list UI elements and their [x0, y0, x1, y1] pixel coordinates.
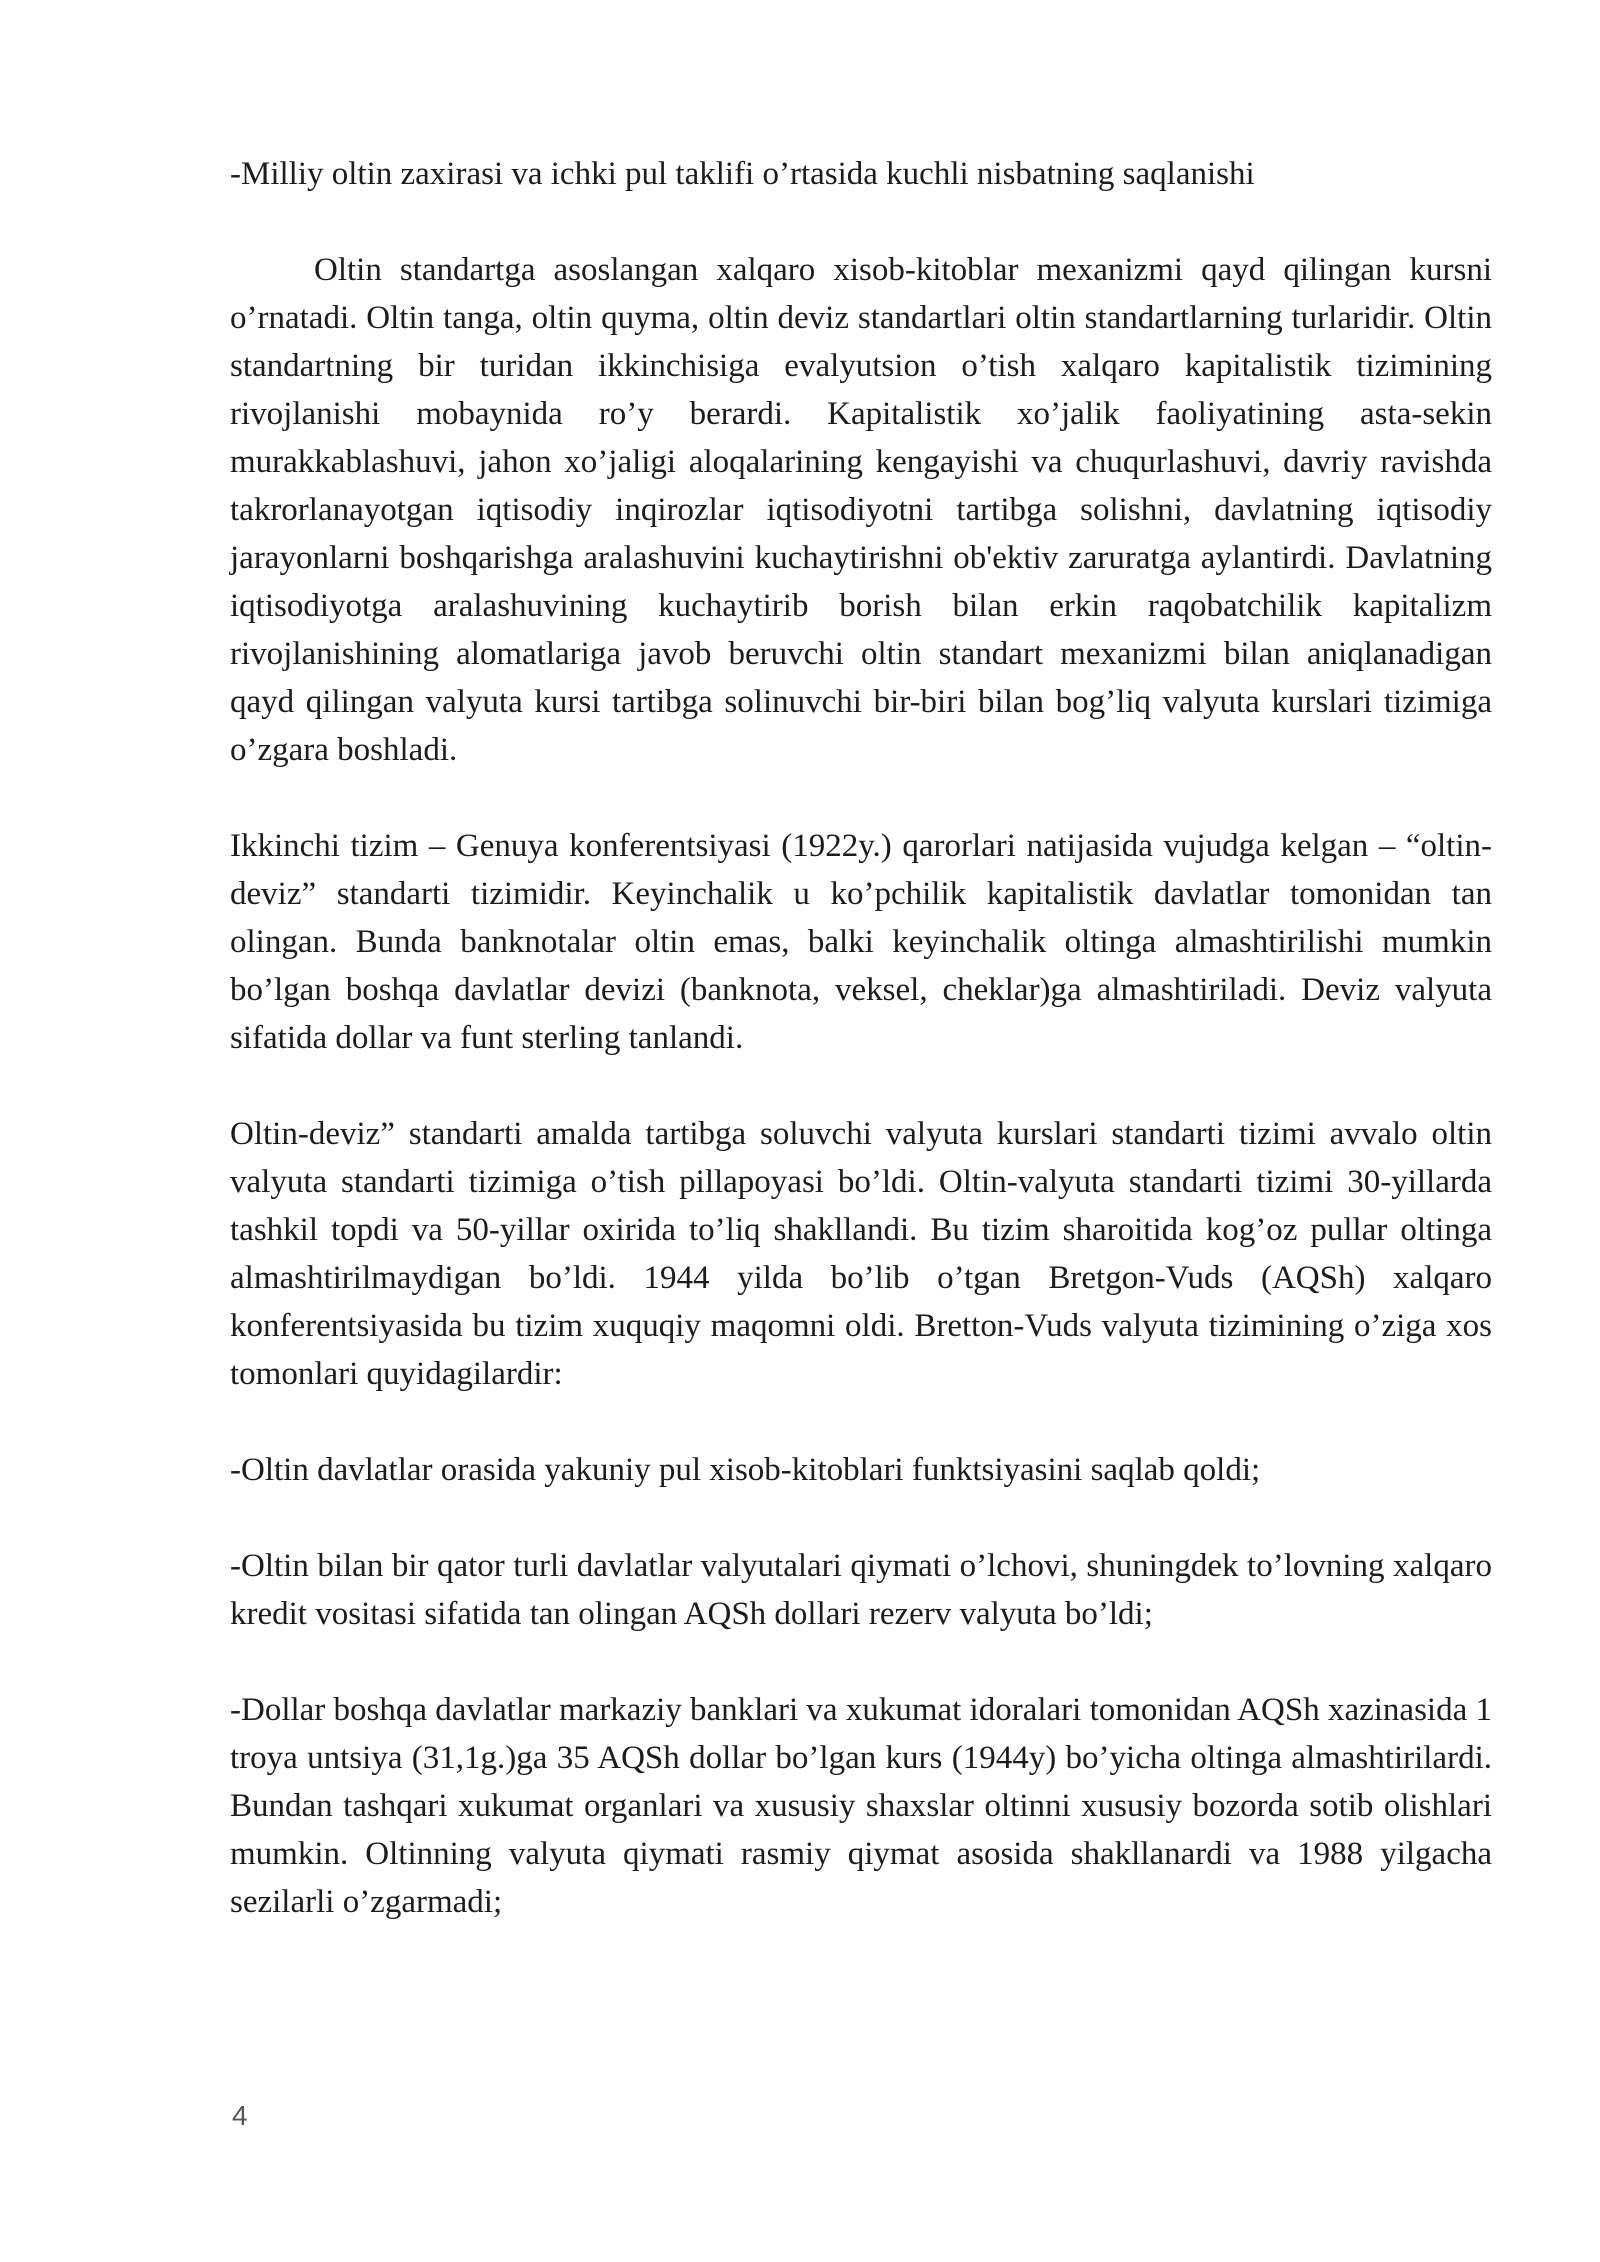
document-page	[230, 150, 1492, 1926]
paragraph-gold-standard-mechanism: Oltin standartga asoslangan xalqaro xisob-kitoblar mexanizmi qayd qilingan kursni o’rnatadi. Oltin tanga, oltin quyma, oltin deviz standartlari oltin standartlarning turlaridir. Oltin standartning bir turidan ikkinchisiga evalyutsion o’tish xalqaro kapitalistik tizimining rivojlanishi mobaynida ro’y berardi. Kapitalistik xo’jalik faoliyatining asta-sekin murakkablashuvi, jahon xo’jaligi aloqalarining kengayishi va chuqurlashuvi, davriy ravishda takrorlanayotgan iqtisodiy inqirozlar iqtisodiyotni tartibga solishni, davlatning iqtisodiy jarayonlarni boshqarishga aralashuvini kuchaytirishni ob'ektiv zaruratga aylantirdi. Davlatning iqtisodiyotga aralashuvining kuchaytirib borish bilan erkin raqobatchilik kapitalizm rivojlanishining alomatlariga javob beruvchi oltin standart mexanizmi bilan aniqlanadigan qayd qilingan valyuta kursi tartibga solinuvchi bir-biri bilan bog’liq valyuta kurslari tizimiga o’zgara boshladi.	[230, 252, 1492, 768]
paragraph-genoa-conference: Ikkinchi tizim – Genuya konferentsiyasi (1922y.) qarorlari natijasida vujudga kelgan – “oltin-deviz” standarti tizimidir. Keyinchalik u ko’pchilik kapitalistik davlatlar tomonidan tan olingan. Bunda banknotalar oltin emas, balki keyinchalik oltinga almashtirilishi mumkin bo’lgan boshqa davlatlar devizi (banknota, veksel, cheklar)ga almashtiriladi. Deviz valyuta sifatida dollar va funt sterling tanlandi.	[230, 828, 1492, 1056]
bullet-paragraph-us-dollar-reserve: -Oltin bilan bir qator turli davlatlar valyutalari qiymati o’lchovi, shuningdek to’lovning xalqaro kredit vositasi sifatida tan olingan AQSh dollari rezerv valyuta bo’ldi;	[230, 1548, 1492, 1632]
bullet-paragraph-dollar-exchange: -Dollar boshqa davlatlar markaziy banklari va xukumat idoralari tomonidan AQSh xazinasida 1 troya untsiya (31,1g.)ga 35 AQSh dollar bo’lgan kurs (1944y) bo’yicha oltinga almashtirilardi. Bundan tashqari xukumat organlari va xususiy shaxslar oltinni xususiy bozorda sotib olishlari mumkin. Oltinning valyuta qiymati rasmiy qiymat asosida shakllanardi va 1988 yilgacha sezilarli o’zgarmadi;	[230, 1692, 1492, 1920]
page-number: 4	[232, 2100, 248, 2131]
bullet-paragraph-gold-reserve: -Milliy oltin zaxirasi va ichki pul taklifi o’rtasida kuchli nisbatning saqlanishi	[230, 156, 1255, 192]
bullet-paragraph-gold-settlements: -Oltin davlatlar orasida yakuniy pul xisob-kitoblari funktsiyasini saqlab qoldi;	[230, 1452, 1261, 1488]
paragraph-gold-currency-standard: Oltin-deviz” standarti amalda tartibga soluvchi valyuta kurslari standarti tizimi avvalo oltin valyuta standarti tizimiga o’tish pillapoyasi bo’ldi. Oltin-valyuta standarti tizimi 30-yillarda tashkil topdi va 50-yillar oxirida to’liq shakllandi. Bu tizim sharoitida kog’oz pullar oltinga almashtirilmaydigan bo’ldi. 1944 yilda bo’lib o’tgan Bretgon-Vuds (AQSh) xalqaro konferentsiyasida bu tizim xuquqiy maqomni oldi. Bretton-Vuds valyuta tizimining o’ziga xos tomonlari quyidagilardir:	[230, 1116, 1492, 1392]
